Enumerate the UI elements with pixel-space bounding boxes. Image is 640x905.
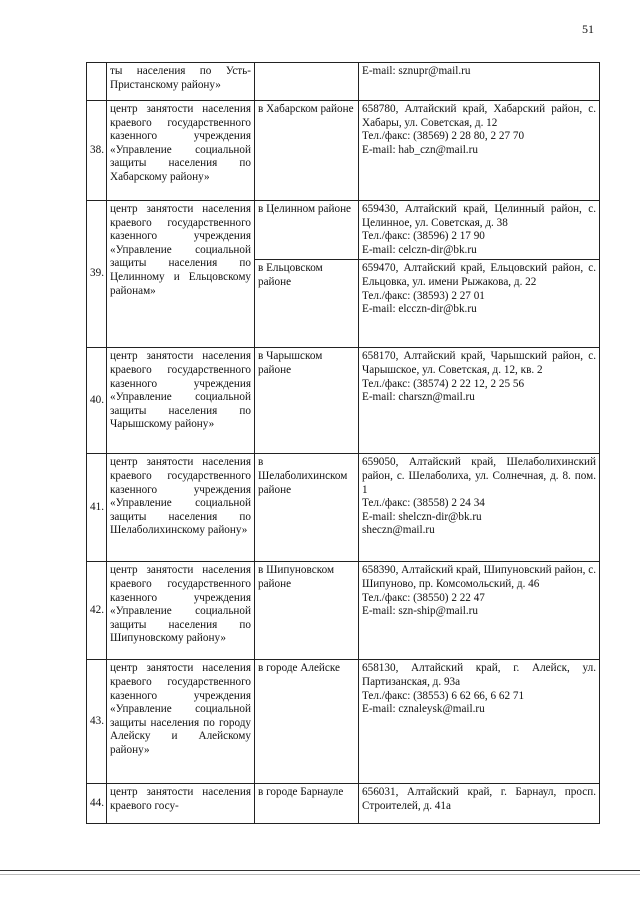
- contact-line: Тел./факс: (38593) 2 27 01: [362, 289, 485, 302]
- contact-info: [359, 348, 600, 454]
- row-number: 38.: [87, 101, 107, 201]
- row-number: 44.: [87, 784, 107, 824]
- service-area: в Чарышском районе: [255, 348, 359, 454]
- footer-rule: [0, 870, 640, 871]
- table-row: [87, 63, 600, 101]
- service-area: в городе Алейске: [255, 660, 359, 784]
- contact-line: Тел./факс: (38550) 2 22 47: [362, 591, 485, 604]
- contact-line: E-mail: elcczn-dir@bk.ru: [362, 303, 477, 316]
- table-row: [87, 201, 600, 260]
- contact-line: Тел./факс: (38574) 2 22 12, 2 25 56: [362, 377, 525, 390]
- contact-line: Тел./факс: (38569) 2 28 80, 2 27 70: [362, 130, 525, 143]
- contact-line: 659430, Алтайский край, Целинный район, с. Целинное, ул. Советская, д. 38: [362, 203, 596, 229]
- row-number: 42.: [87, 562, 107, 660]
- row-number: 41.: [87, 454, 107, 562]
- service-area: [255, 63, 359, 101]
- service-area: в городе Барнауле: [255, 784, 359, 824]
- table-row: [87, 348, 600, 454]
- contact-line: E-mail: sznupr@mail.ru: [362, 65, 471, 77]
- organization-name: ты населения по Усть-Пристанскому району»: [107, 63, 255, 101]
- row-number: 40.: [87, 348, 107, 454]
- contact-line: E-mail: hab_czn@mail.ru: [362, 143, 478, 156]
- table-row: [87, 101, 600, 201]
- contact-info: [359, 660, 600, 784]
- contact-info: [359, 562, 600, 660]
- contact-line: 658170, Алтайский край, Чарышский район, с. Чарышское, ул. Советская, д. 12, кв. 2: [362, 350, 596, 376]
- service-area: в Шипуновском районе: [255, 562, 359, 660]
- page-number: 51: [582, 22, 594, 36]
- contact-line: 658130, Алтайский край, г. Алейск, ул. Партизанская, д. 93а: [362, 662, 596, 688]
- organization-name: центр занятости населения краевого государственного казенного учреждения «Управление социальной защиты населения по Целинному и Ельцовскому районам»: [107, 201, 255, 348]
- employment-centers-table: [86, 62, 600, 824]
- contact-info: [359, 63, 600, 101]
- service-area: в Целинном районе: [255, 201, 359, 260]
- service-area: в Ельцовском районе: [255, 260, 359, 348]
- table-row: [87, 562, 600, 660]
- table-row: [87, 454, 600, 562]
- service-area: в Шелаболихинском районе: [255, 454, 359, 562]
- organization-name: центр занятости населения краевого государственного казенного учреждения «Управление социальной защиты населения по Хабарскому району»: [107, 101, 255, 201]
- contact-info: [359, 784, 600, 824]
- contact-line: E-mail: charszn@mail.ru: [362, 391, 475, 404]
- contact-line: Тел./факс: (38596) 2 17 90: [362, 230, 485, 243]
- organization-name: центр занятости населения краевого государственного казенного учреждения «Управление социальной защиты населения по Шипуновскому району»: [107, 562, 255, 660]
- contact-line: 658390, Алтайский край, Шипуновский район, с. Шипуново, пр. Комсомольский, д. 46: [362, 564, 596, 590]
- contact-line: 659470, Алтайский край, Ельцовский район, с. Ельцовка, ул. имени Рыжакова, д. 22: [362, 262, 596, 288]
- contact-line: sheczn@mail.ru: [362, 524, 435, 537]
- row-number: [87, 63, 107, 101]
- table-row: [87, 784, 600, 824]
- organization-name: центр занятости населения краевого госу-: [107, 784, 255, 824]
- footer-rule-secondary: [0, 874, 640, 875]
- contact-line: 659050, Алтайский край, Шелаболихинский район, с. Шелаболиха, ул. Солнечная, д. 8. пом. 1: [362, 456, 596, 496]
- organization-name: центр занятости населения краевого государственного казенного учреждения «Управление социальной защиты населения по Чарышскому району»: [107, 348, 255, 454]
- contact-info: [359, 260, 600, 348]
- row-number: 43.: [87, 660, 107, 784]
- contact-info: [359, 101, 600, 201]
- contact-info: [359, 201, 600, 260]
- organization-name: центр занятости населения краевого государственного казенного учреждения «Управление социальной защиты населения по Шелаболихинскому району»: [107, 454, 255, 562]
- contact-line: 656031, Алтайский край, г. Барнаул, просп. Строителей, д. 41а: [362, 786, 596, 812]
- contact-line: E-mail: celczn-dir@bk.ru: [362, 243, 477, 256]
- contact-line: 658780, Алтайский край, Хабарский район, с. Хабары, ул. Советская, д. 12: [362, 103, 596, 129]
- table-row: [87, 660, 600, 784]
- contact-line: Тел./факс: (38558) 2 24 34: [362, 497, 485, 510]
- contact-line: E-mail: shelczn-dir@bk.ru: [362, 510, 482, 523]
- contact-line: Тел./факс: (38553) 6 62 66, 6 62 71: [362, 689, 525, 702]
- row-number: 39.: [87, 201, 107, 348]
- contact-line: E-mail: cznaleysk@mail.ru: [362, 703, 485, 716]
- contact-line: E-mail: szn-ship@mail.ru: [362, 605, 478, 618]
- contact-info: [359, 454, 600, 562]
- organization-name: центр занятости населения краевого государственного казенного учреждения «Управление социальной защиты населения по городу Алейску и Алейскому району»: [107, 660, 255, 784]
- service-area: в Хабарском районе: [255, 101, 359, 201]
